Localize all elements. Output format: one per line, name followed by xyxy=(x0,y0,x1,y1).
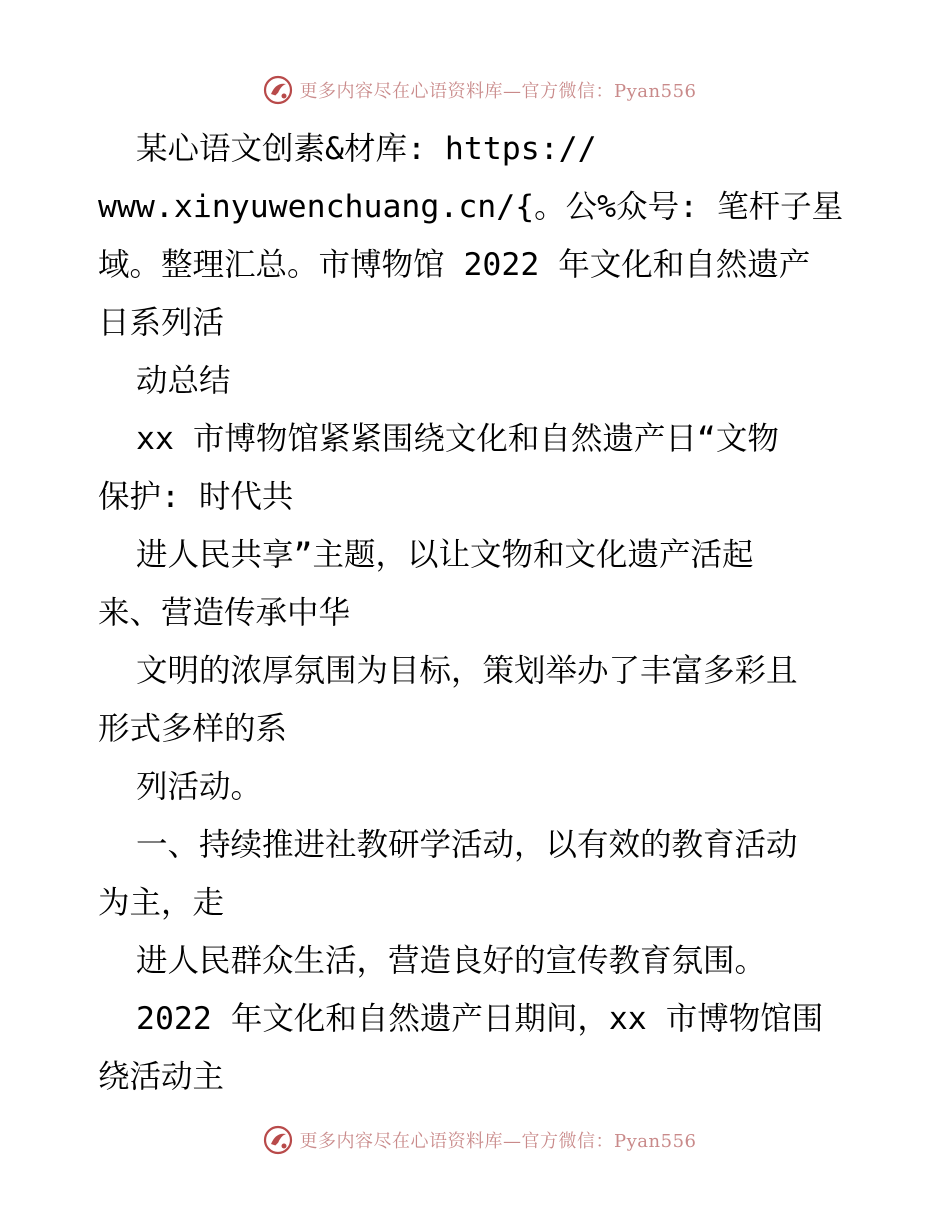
text-line: 一、持续推进社教研学活动，以有效的教育活动 xyxy=(136,827,798,863)
text-line: 形式多样的系 xyxy=(98,711,288,747)
text-line: 动总结 xyxy=(136,363,231,399)
header-banner xyxy=(0,72,950,108)
text-line: xx 市博物馆紧紧围绕文化和自然遗产日“文物 xyxy=(136,421,779,457)
brand-logo-icon xyxy=(262,1124,294,1156)
text-line: 2022 年文化和自然遗产日期间，xx 市博物馆围 xyxy=(136,1001,824,1037)
text-line: 为主，走 xyxy=(98,885,225,921)
footer-banner-text: 更多内容尽在心语资料库—官方微信：Pyan556 xyxy=(299,1131,697,1152)
header-banner-text: 更多内容尽在心语资料库—官方微信：Pyan556 xyxy=(299,81,697,102)
text-line: 文明的浓厚氛围为目标，策划举办了丰富多彩且 xyxy=(136,653,798,689)
document-body xyxy=(98,120,858,1106)
text-line: 绕活动主 xyxy=(98,1059,225,1095)
footer-banner-content xyxy=(262,1124,697,1156)
text-line: www.xinyuwenchuang.cn/{。公%众号: 笔杆子星 xyxy=(98,189,844,225)
brand-logo-icon xyxy=(262,74,294,106)
text-line: 保护: 时代共 xyxy=(98,479,294,515)
text-line: 域。整理汇总。市博物馆 2022 年文化和自然遗产 xyxy=(98,247,811,283)
text-line: 进人民共享”主题，以让文物和文化遗产活起 xyxy=(136,537,754,573)
text-line: 进人民群众生活，营造良好的宣传教育氛围。 xyxy=(136,943,767,979)
text-line: 日系列活 xyxy=(98,305,225,341)
footer-banner xyxy=(0,1122,950,1158)
text-line: 列活动。 xyxy=(136,769,263,805)
header-banner-content xyxy=(262,74,697,106)
text-line: 某心语文创素&材库: https:// xyxy=(136,131,597,167)
text-line: 来、营造传承中华 xyxy=(98,595,351,631)
